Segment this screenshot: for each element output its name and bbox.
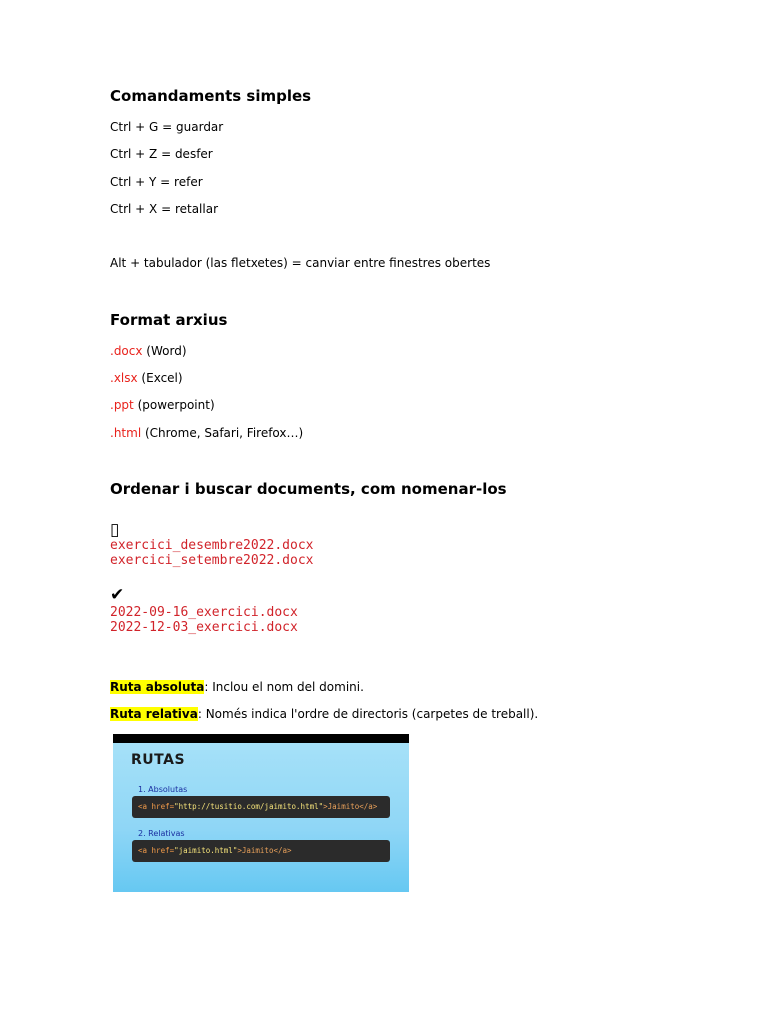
shortcut-item: Ctrl + Y = refer <box>110 175 203 189</box>
code-value: "jaimito.html" <box>174 846 238 855</box>
heading-shortcuts: Comandaments simples <box>110 87 312 105</box>
checkmark-icon: ✔ <box>110 585 125 605</box>
format-description: (Word) <box>142 344 187 358</box>
slide-item-relative: 2. Relativas <box>138 829 185 838</box>
slide-top-bar <box>113 734 409 743</box>
format-extension: .ppt <box>110 398 134 412</box>
rutas-slide-image <box>113 734 409 892</box>
format-extension: .xlsx <box>110 371 138 385</box>
alt-tab-shortcut: Alt + tabulador (las fletxetes) = canviar entre finestres obertes <box>110 256 491 270</box>
absolute-path-label: Ruta absoluta <box>110 680 205 694</box>
cross-icon: ▯ <box>110 520 120 540</box>
slide-item-absolute: 1. Absolutas <box>138 785 188 794</box>
format-description: (powerpoint) <box>133 398 215 412</box>
bad-filename-example: exercici_desembre2022.docx <box>110 538 314 553</box>
format-description: (Chrome, Safari, Firefox…) <box>141 426 304 440</box>
format-description: (Excel) <box>137 371 183 385</box>
relative-path-definition <box>110 707 538 721</box>
format-item <box>110 344 187 358</box>
slide-title: RUTAS <box>131 752 186 768</box>
relative-path-text: : Només indica l'ordre de directoris (carpetes de treball). <box>197 707 539 721</box>
bad-filename-example: exercici_setembre2022.docx <box>110 553 314 568</box>
code-close: >Jaimito</a> <box>237 846 292 855</box>
format-item <box>110 398 215 412</box>
code-open-tag: <a <box>138 802 152 811</box>
absolute-path-definition <box>110 680 364 694</box>
code-close: >Jaimito</a> <box>323 802 378 811</box>
shortcut-item: Ctrl + Z = desfer <box>110 147 213 161</box>
code-box-absolute <box>132 796 390 818</box>
shortcut-item: Ctrl + G = guardar <box>110 120 224 134</box>
format-extension: .html <box>110 426 142 440</box>
code-box-relative <box>132 840 390 862</box>
format-item <box>110 426 303 440</box>
good-filename-example: 2022-09-16_exercici.docx <box>110 605 298 620</box>
shortcut-item: Ctrl + X = retallar <box>110 202 219 216</box>
code-attr: href= <box>151 802 175 811</box>
relative-path-label: Ruta relativa <box>110 707 198 721</box>
code-open-tag: <a <box>138 846 152 855</box>
good-filename-example: 2022-12-03_exercici.docx <box>110 620 298 635</box>
absolute-path-text: : Inclou el nom del domini. <box>204 680 364 694</box>
code-attr: href= <box>151 846 175 855</box>
format-item <box>110 371 183 385</box>
code-value: "http://tusitio.com/jaimito.html" <box>174 802 324 811</box>
heading-naming: Ordenar i buscar documents, com nomenar-los <box>110 480 507 498</box>
format-extension: .docx <box>110 344 143 358</box>
heading-formats: Format arxius <box>110 311 228 329</box>
